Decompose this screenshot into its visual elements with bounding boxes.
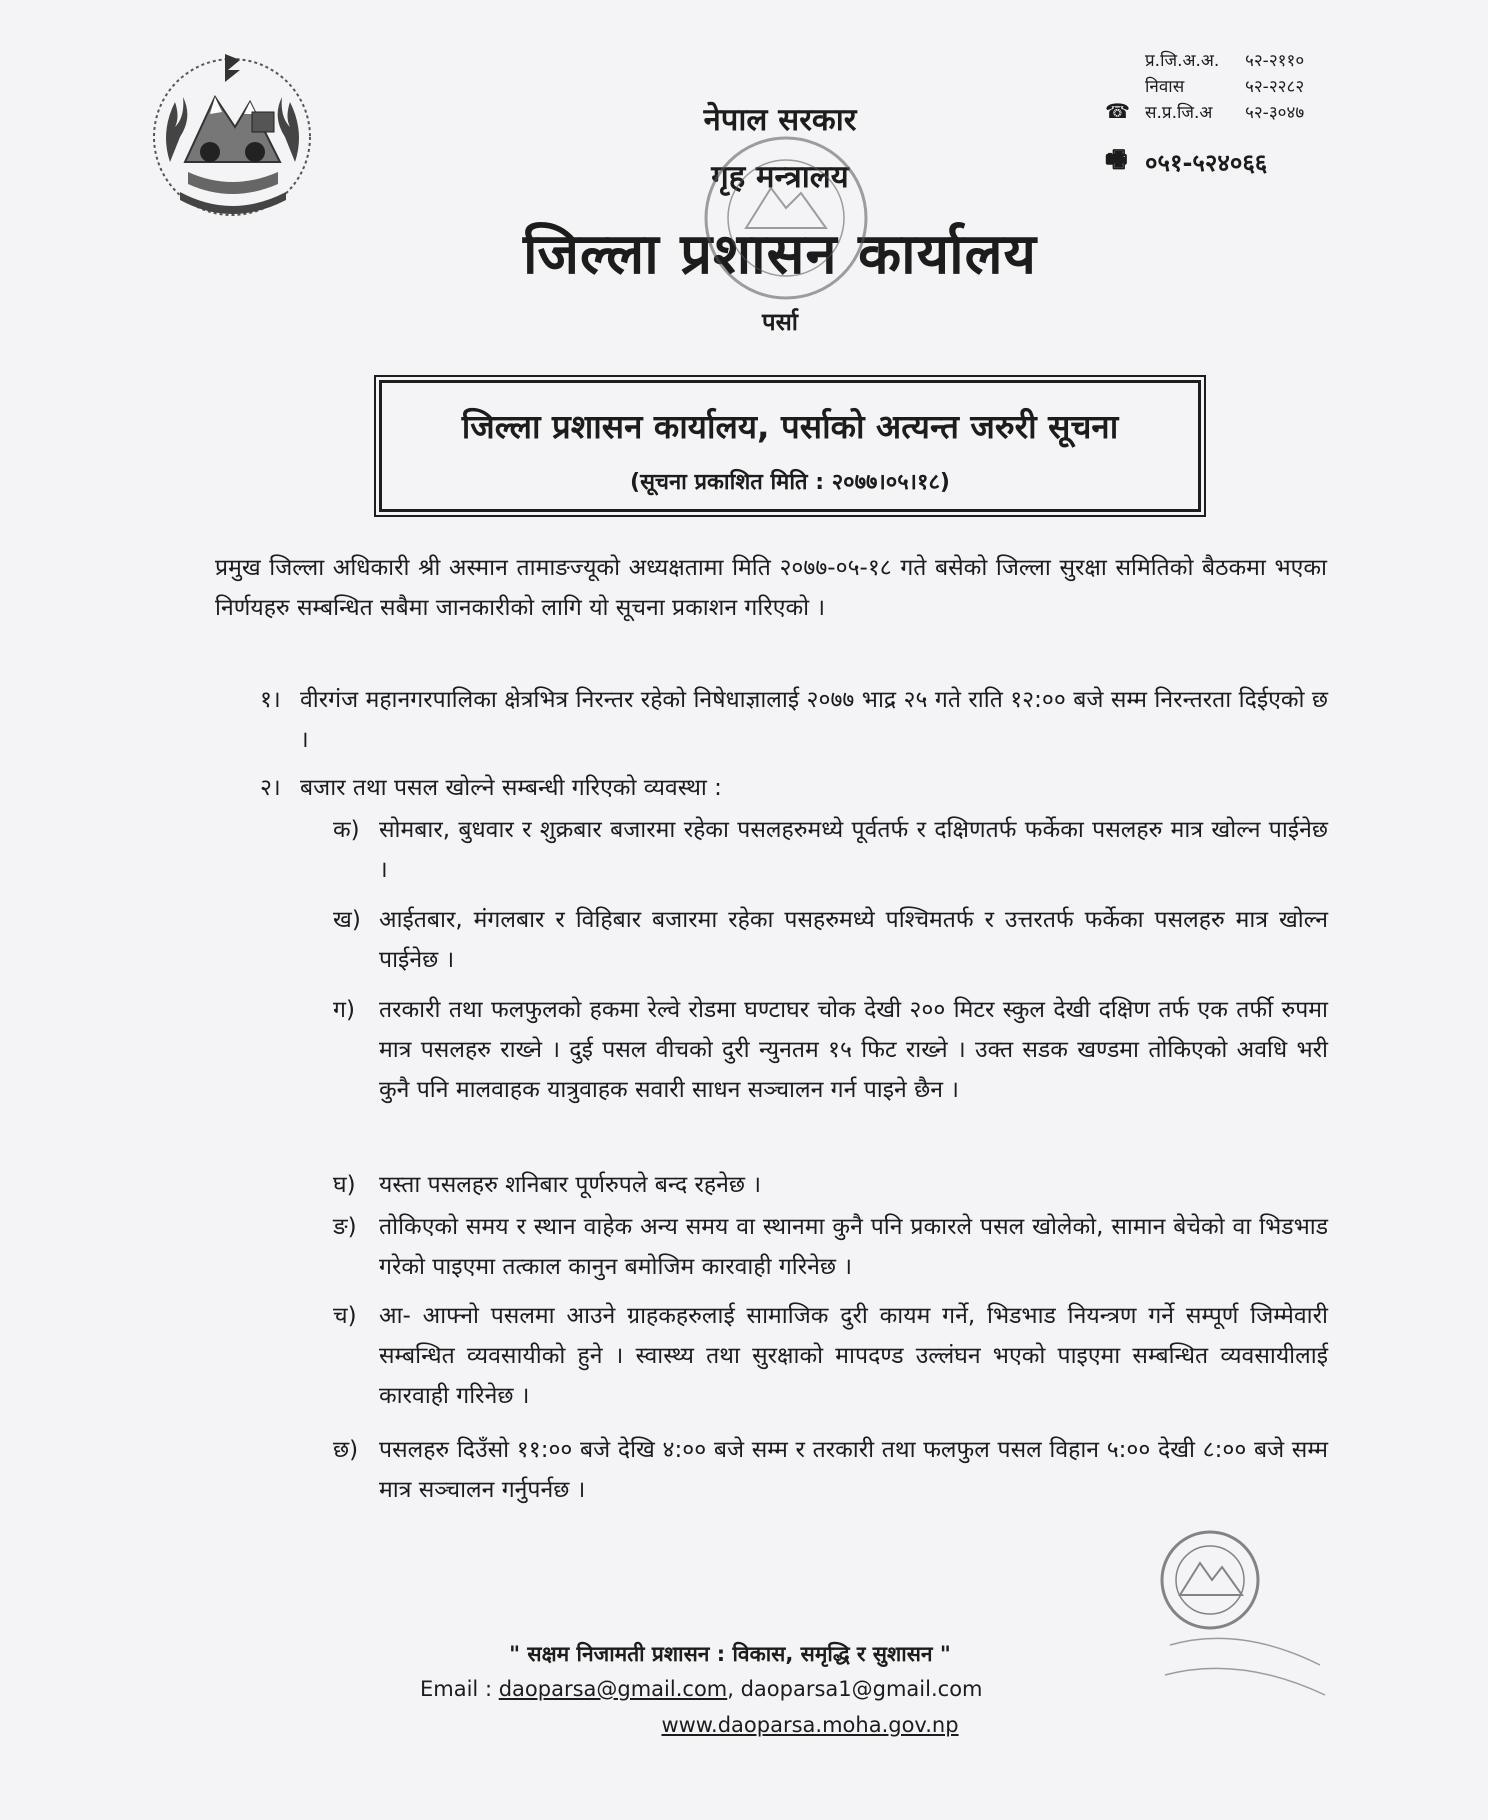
office-stamp-icon [686,118,886,318]
sub-item [333,1207,1328,1287]
office-seal-icon [1130,1525,1340,1720]
fax-icon: 🖷 [1105,145,1128,173]
sub-item-text: तोकिएको समय र स्थान वाहेक अन्य समय वा स्थानमा कुनै पनि प्रकारले पसल खोलेको, सामान बेचेको वा भिडभाड गरेको पाइएमा तत्काल कानुन बमोजिम कारवाही गरिनेछ । [379,1214,1328,1280]
sub-item-text: सोमबार, बुधवार र शुक्रबार बजारमा रहेका पसलहरुमध्ये पूर्वतर्फ र दक्षिणतर्फ फर्केका पसलहरु मात्र खोल्न पाईनेछ । [379,817,1328,883]
office-title: जिल्ला प्रशासन कार्यालय [522,222,1038,287]
sub-item-text: पसलहरु दिउँसो ११:०० बजे देखि ४:०० बजे सम्म र तरकारी तथा फलफुल पसल विहान ५:०० देखी ८:०० बजे सम्म मात्र सञ्चालन गर्नुपर्नछ । [379,1437,1328,1503]
sub-item-text: तरकारी तथा फलफुलको हकमा रेल्वे रोडमा घण्टाघर चोक देखी २०० मिटर स्कुल देखी दक्षिण तर्फ एक तर्फी रुपमा मात्र पसलहरु राख्ने । दुई पसल वीचको दुरी न्युनतम १५ फिट राख्ने । उक्त सडक खण्डमा तोकिएको अवधि भरी कुनै पनि मालवाहक यात्रुवाहक सवारी साधन सञ्चालन गर्न पाइने छैन । [379,997,1328,1103]
phone-icon: ☎ [1105,99,1130,123]
contact-label: स.प्र.जि.अ [1145,102,1213,123]
footer-motto: " सक्षम निजामती प्रशासन : विकास, समृद्धि र सुशासन " [509,1642,951,1666]
sub-item-label: च) [333,1303,357,1329]
ministry-title: गृह मन्त्रालय [711,159,849,195]
district-name: पर्सा [761,308,799,336]
notice-title: जिल्ला प्रशासन कार्यालय, पर्साको अत्यन्त जरुरी सूचना [461,407,1119,446]
fax-line [1105,142,1267,183]
government-title: नेपाल सरकार [703,102,857,138]
notice-box [379,380,1201,512]
sub-item-label: छ) [333,1437,359,1463]
item-text: बजार तथा पसल खोल्ने सम्बन्धी गरिएको व्यवस्था : [300,775,722,801]
contact-row [1105,98,1405,124]
sub-item-label: घ) [333,1172,356,1198]
sub-item-text: आ- आफ्नो पसलमा आउने ग्राहकहरुलाई सामाजिक दुरी कायम गर्ने, भिडभाड नियन्त्रण गर्ने सम्पूर्ण जिम्मेवारी सम्बन्धित व्यवसायीको हुने । स्वास्थ्य तथा सुरक्षाको मापदण्ड उल्लंघन भएको पाइएमा सम्बन्धित व्यवसायीलाई कारवाही गरिनेछ । [379,1303,1328,1409]
contact-numbers [1105,46,1405,124]
sub-item-label: ग) [333,997,355,1023]
contact-label: निवास [1145,76,1185,97]
item-number: १। [260,687,281,713]
sub-item-label: ङ) [333,1214,357,1240]
intro-paragraph: प्रमुख जिल्ला अधिकारी श्री अस्मान तामाङज्यूको अध्यक्षतामा मिति २०७७-०५-१८ गते बसेको जिल्ला सुरक्षा समितिको बैठकमा भएका निर्णयहरु सम्बन्धित सबैमा जानकारीको लागि यो सूचना प्रकाशन गरिएको । [215,555,1327,621]
fax-number: ०५१-५२४०६६ [1145,149,1268,177]
footer-website [560,1713,1060,1737]
sub-item [333,990,1328,1110]
email-secondary[interactable]: , daoparsa1@gmail.com [727,1677,983,1701]
sub-item-text: यस्ता पसलहरु शनिबार पूर्णरुपले बन्द रहनेछ । [379,1172,762,1198]
contact-number: ५२-२२८२ [1245,76,1305,97]
sub-item-label: ख) [333,907,361,933]
footer-email [420,1677,1120,1701]
website-link[interactable]: www.daoparsa.moha.gov.np [661,1713,959,1737]
nepal-emblem-icon [140,42,325,227]
list-item [260,680,1328,760]
sub-item [333,810,1328,890]
contact-row [1105,46,1405,72]
contact-number: ५२-३०४७ [1245,102,1305,123]
notice-date: (सूचना प्रकाशित मिति : २०७७।०५।१८) [630,470,950,495]
sub-item [333,1296,1328,1416]
contact-number: ५२-२११० [1245,50,1305,71]
sub-item-text: आईतबार, मंगलबार र विहिबार बजारमा रहेका पसहरुमध्ये पश्चिमतर्फ र उत्तरतर्फ फर्केका पसलहरु मात्र खोल्न पाईनेछ । [379,907,1328,973]
email-link[interactable]: daoparsa@gmail.com [498,1677,728,1701]
email-label: Email : [420,1677,499,1701]
sub-item [333,1430,1328,1510]
sub-item [333,1165,1328,1205]
item-number: २। [260,775,281,801]
contact-label: प्र.जि.अ.अ. [1145,50,1220,71]
sub-item-label: क) [333,817,360,843]
sub-item [333,900,1328,980]
contact-row [1105,72,1405,98]
item-text: वीरगंज महानगरपालिका क्षेत्रभित्र निरन्तर रहेको निषेधाज्ञालाई २०७७ भाद्र २५ गते राति १२:०० बजे सम्म निरन्तरता दिईएको छ । [300,687,1328,753]
list-item [260,768,1328,808]
